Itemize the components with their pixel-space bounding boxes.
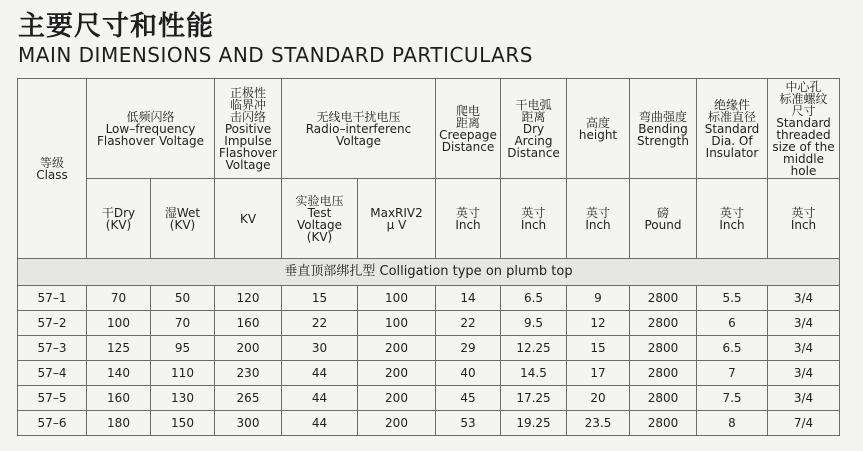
subheader-height-unit	[567, 179, 630, 259]
header-line: Voltage	[225, 157, 271, 172]
header-line: (KV)	[169, 217, 196, 232]
header-flashover	[87, 79, 215, 179]
header-line: Distance	[507, 145, 560, 160]
header-line: 爬电	[455, 103, 480, 118]
table-cell: 57–5	[18, 386, 87, 411]
table-cell: 70	[151, 311, 215, 336]
table-cell: 53	[436, 411, 501, 436]
table-cell: 200	[358, 411, 436, 436]
header-line: Insulator	[705, 145, 759, 160]
header-line: 绝缘件	[713, 97, 750, 112]
header-line: 等级	[39, 155, 64, 170]
table-cell: 3/4	[768, 311, 840, 336]
table-cell: 110	[151, 361, 215, 386]
header-class	[18, 79, 87, 259]
header-line: 标准螺纹	[779, 91, 828, 106]
table-cell: 30	[282, 336, 358, 361]
header-line: 磅	[656, 205, 669, 220]
table-cell: 44	[282, 361, 358, 386]
table-cell: 8	[697, 411, 768, 436]
table-cell: 6	[697, 311, 768, 336]
header-line: threaded	[776, 127, 831, 142]
table-cell: 12.25	[501, 336, 567, 361]
header-bending	[630, 79, 697, 179]
table-cell: 160	[87, 386, 151, 411]
table-cell: 180	[87, 411, 151, 436]
subheader-bending-unit	[630, 179, 697, 259]
header-line: Flashover	[218, 145, 278, 160]
table-cell: 2800	[630, 336, 697, 361]
table-cell: 45	[436, 386, 501, 411]
table-cell: 130	[151, 386, 215, 411]
header-line: Dry	[522, 121, 545, 136]
header-line: 英寸	[455, 205, 480, 220]
table-cell: 3/4	[768, 361, 840, 386]
table-cell: 100	[358, 311, 436, 336]
subheader-test-voltage	[282, 179, 358, 259]
header-line: Dia. Of	[711, 133, 753, 148]
table-cell: 29	[436, 336, 501, 361]
table-cell: 160	[215, 311, 282, 336]
table-cell: 150	[151, 411, 215, 436]
header-line: 无线电干扰电压	[316, 109, 401, 124]
header-line: Inch	[790, 217, 817, 232]
table-cell: 17	[567, 361, 630, 386]
table-cell: 200	[358, 336, 436, 361]
table-cell: 44	[282, 386, 358, 411]
header-line: Standard	[704, 121, 760, 136]
subheader-creepage-unit	[436, 179, 501, 259]
subheader-thread-unit	[768, 179, 840, 259]
table-cell: 15	[282, 286, 358, 311]
header-line: 英寸	[521, 205, 546, 220]
header-line: 击闪络	[229, 109, 266, 124]
table-cell: 200	[215, 336, 282, 361]
table-cell: 2800	[630, 411, 697, 436]
table-cell: 3/4	[768, 286, 840, 311]
table-cell: 7	[697, 361, 768, 386]
header-line: size of the	[772, 139, 835, 154]
header-thread	[768, 79, 840, 179]
table-cell: 7.5	[697, 386, 768, 411]
table-cell: 2800	[630, 311, 697, 336]
header-line: KV	[239, 211, 257, 226]
subheader-dia-unit	[697, 179, 768, 259]
table-cell: 50	[151, 286, 215, 311]
table-cell: 57–1	[18, 286, 87, 311]
table-cell: 40	[436, 361, 501, 386]
header-line: Voltage	[335, 133, 381, 148]
header-line: 高度	[585, 115, 610, 130]
table-cell: 9.5	[501, 311, 567, 336]
header-line: Inch	[455, 217, 481, 232]
header-line: 尺寸	[791, 103, 816, 118]
header-line: Radio–interferenc	[305, 121, 412, 136]
header-line: 标准直径	[707, 109, 756, 124]
header-line: μ V	[386, 217, 407, 232]
header-line: Standard	[776, 115, 831, 130]
header-line: Distance	[441, 139, 495, 154]
table-cell: 19.25	[501, 411, 567, 436]
header-line: Strength	[637, 133, 689, 148]
table-cell: 200	[358, 361, 436, 386]
table-cell: 57–2	[18, 311, 87, 336]
table-cell: 44	[282, 411, 358, 436]
header-line: 干电弧	[515, 97, 552, 112]
table-cell: 6.5	[501, 286, 567, 311]
subheader-arcing-unit	[501, 179, 567, 259]
table-cell: 2800	[630, 386, 697, 411]
dimensions-table	[17, 78, 840, 436]
table-cell: 3/4	[768, 386, 840, 411]
table-body	[18, 286, 840, 436]
header-line: 英寸	[585, 205, 610, 220]
header-line: Pound	[644, 217, 682, 232]
table-cell: 100	[358, 286, 436, 311]
table-cell: 125	[87, 336, 151, 361]
table-cell: 22	[282, 311, 358, 336]
subheader-wet	[151, 179, 215, 259]
table-cell: 3/4	[768, 336, 840, 361]
header-line: 实验电压	[295, 193, 344, 208]
table-cell: 17.25	[501, 386, 567, 411]
header-creepage	[436, 79, 501, 179]
table-row	[18, 311, 840, 336]
table-cell: 200	[358, 386, 436, 411]
header-line: Inch	[520, 217, 547, 232]
header-impulse	[215, 79, 282, 179]
header-line: Positive	[224, 121, 272, 136]
table-cell: 14.5	[501, 361, 567, 386]
table-cell: 12	[567, 311, 630, 336]
header-line: 英寸	[719, 205, 744, 220]
table-row	[18, 286, 840, 311]
table-cell: 2800	[630, 361, 697, 386]
header-height	[567, 79, 630, 179]
header-arcing	[501, 79, 567, 179]
header-line: Impulse	[224, 133, 272, 148]
header-line: Inch	[585, 217, 611, 232]
table-cell: 230	[215, 361, 282, 386]
table-cell: 14	[436, 286, 501, 311]
header-line: Bending	[638, 121, 688, 136]
header-line: Test	[307, 205, 332, 220]
table-cell: 5.5	[697, 286, 768, 311]
subheader-kv	[215, 179, 282, 259]
header-line: (KV)	[306, 229, 333, 244]
table-cell: 140	[87, 361, 151, 386]
header-line: 弯曲强度	[638, 109, 687, 124]
header-line: 干Dry	[101, 205, 136, 220]
table-cell: 300	[215, 411, 282, 436]
header-line: 中心孔	[785, 79, 822, 94]
header-radio-interference	[282, 79, 436, 179]
header-line: Flashover Voltage	[96, 133, 205, 148]
header-line: height	[578, 127, 618, 142]
table-cell: 57–6	[18, 411, 87, 436]
header-line: (KV)	[105, 217, 132, 232]
header-line: 英寸	[791, 205, 816, 220]
header-line: 距离	[521, 109, 546, 124]
page-title-cn: 主要尺寸和性能	[18, 11, 214, 42]
table-cell: 57–3	[18, 336, 87, 361]
header-line: Voltage	[296, 217, 342, 232]
table-cell: 6.5	[697, 336, 768, 361]
table-cell: 9	[567, 286, 630, 311]
table-cell: 95	[151, 336, 215, 361]
table-cell: 2800	[630, 286, 697, 311]
header-line: 湿Wet	[164, 205, 201, 220]
header-line: middle hole	[783, 151, 824, 178]
header-insulator-dia	[697, 79, 768, 179]
table-row	[18, 336, 840, 361]
header-line: 距离	[455, 115, 480, 130]
header-line: Low–frequency	[105, 121, 196, 136]
table-cell: 120	[215, 286, 282, 311]
table-cell: 23.5	[567, 411, 630, 436]
table-cell: 7/4	[768, 411, 840, 436]
table-row	[18, 361, 840, 386]
table-cell: 70	[87, 286, 151, 311]
table-row	[18, 386, 840, 411]
subheader-maxriv	[358, 179, 436, 259]
table-cell: 20	[567, 386, 630, 411]
header-line: Inch	[719, 217, 745, 232]
header-line: Arcing	[514, 133, 553, 148]
table-row	[18, 411, 840, 436]
header-line: Class	[36, 167, 68, 182]
table-cell: 15	[567, 336, 630, 361]
header-line: Creepage	[439, 127, 497, 142]
header-line: MaxRIV2	[370, 205, 423, 220]
table-cell: 57–4	[18, 361, 87, 386]
header-line: 低频闪络	[126, 109, 175, 124]
table-cell: 100	[87, 311, 151, 336]
page-title-en: MAIN DIMENSIONS AND STANDARD PARTICULARS	[18, 43, 533, 67]
table-cell: 265	[215, 386, 282, 411]
table-cell: 22	[436, 311, 501, 336]
type-band: 垂直顶部绑扎型 Colligation type on plumb top	[18, 259, 840, 286]
header-line: 正极性	[229, 85, 266, 100]
header-line: 临界冲	[229, 97, 266, 112]
subheader-dry	[87, 179, 151, 259]
